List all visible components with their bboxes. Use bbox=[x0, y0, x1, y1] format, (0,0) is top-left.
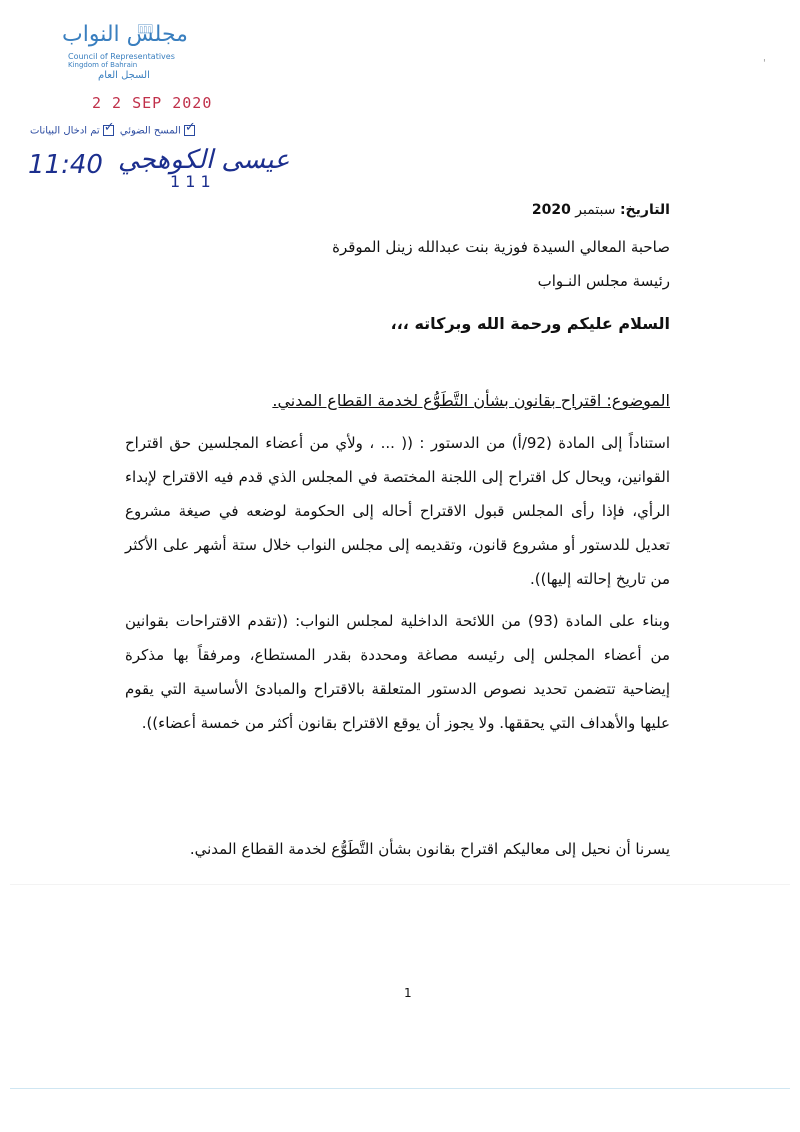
checkbox-icon bbox=[103, 125, 114, 136]
paragraph-article-92: استناداً إلى المادة (92/أ) من الدستور : (( ... ، ولأي من أعضاء المجلسين حق اقتراح القوانين، ويحال كل اقتراح إلى اللجنة المختصة في المجلس الذي قدم فيه الاقتراح لإبداء الرأي، فإذا رأى المجلس قبول الاقتراح أحاله إلى الحكومة لوضعه في صيغة مشروع تعديل للدستور أو مشروع قانون، وتقديمه إلى مجلس النواب خلال ستة أشهر على الأكثر من تاريخ إحالته إليها)). bbox=[125, 434, 670, 588]
page-number: 1 bbox=[404, 986, 412, 1000]
addressee-line-1 bbox=[262, 238, 670, 256]
date-label: التاريخ: bbox=[619, 202, 670, 218]
stamp-org-country: Kingdom of Bahrain bbox=[68, 61, 138, 69]
subject-line: الموضوع: اقتراح بقانون بشأن التَّطَوُّع لخدمة القطاع المدني. bbox=[272, 391, 670, 410]
paragraph-article-93: وبناء على المادة (93) من اللائحة الداخلية لمجلس النواب: ((تقدم الاقتراحات بقوانين من أعضاء المجلس إلى رئيسه مصاغة ومحددة بقدر المستطاع، ومرفقاً بها مذكرة إيضاحية تتضمن تحديد نصوص الدستور المتعلقة بالاقتراح والمبادئ الأساسية التي يقوم عليها والأهداف التي يحققها. ولا يجوز أن يوقع الاقتراح بقانون أكثر من خمسة أعضاء)). bbox=[125, 612, 670, 732]
divider bbox=[10, 884, 790, 885]
stamp-registry: السجل العام bbox=[98, 70, 150, 81]
stamp-org-arabic: مجلس النواب bbox=[62, 22, 188, 47]
closing-line: يسرنا أن نحيل إلى معاليكم اقتراح بقانون بشأن التَّطَوُّع لخدمة القطاع المدني. bbox=[189, 840, 670, 858]
stamp-org-english: Council of Representatives bbox=[68, 52, 175, 61]
date-month: سبتمبر bbox=[575, 202, 616, 218]
addressee-line-2: رئيسة مجلس النـواب bbox=[537, 272, 670, 290]
addressee-honorific: الموقرة bbox=[332, 238, 381, 256]
greeting: السلام عليكم ورحمة الله وبركاته ،،، bbox=[390, 314, 670, 333]
stamp-date: 2 2 SEP 2020 bbox=[92, 94, 213, 112]
letter-date bbox=[532, 202, 670, 218]
addressee-name: صاحبة المعالي السيدة فوزية بنت عبدالله زينل bbox=[385, 238, 670, 256]
footer-divider bbox=[10, 1088, 790, 1089]
date-year: 2020 bbox=[531, 202, 571, 218]
checkbox-icon bbox=[184, 125, 195, 136]
handwritten-time: 11:40 bbox=[28, 150, 103, 180]
handwritten-number: 1 1 1 bbox=[170, 172, 211, 191]
check-label-data: تم ادخال البيانات bbox=[30, 125, 100, 137]
stamp-checkboxes bbox=[30, 125, 198, 137]
handwritten-signature: عيسى الكوهجي bbox=[118, 145, 290, 175]
check-label-scan: المسح الضوئي bbox=[119, 125, 181, 137]
corner-mark: ' bbox=[763, 58, 766, 69]
